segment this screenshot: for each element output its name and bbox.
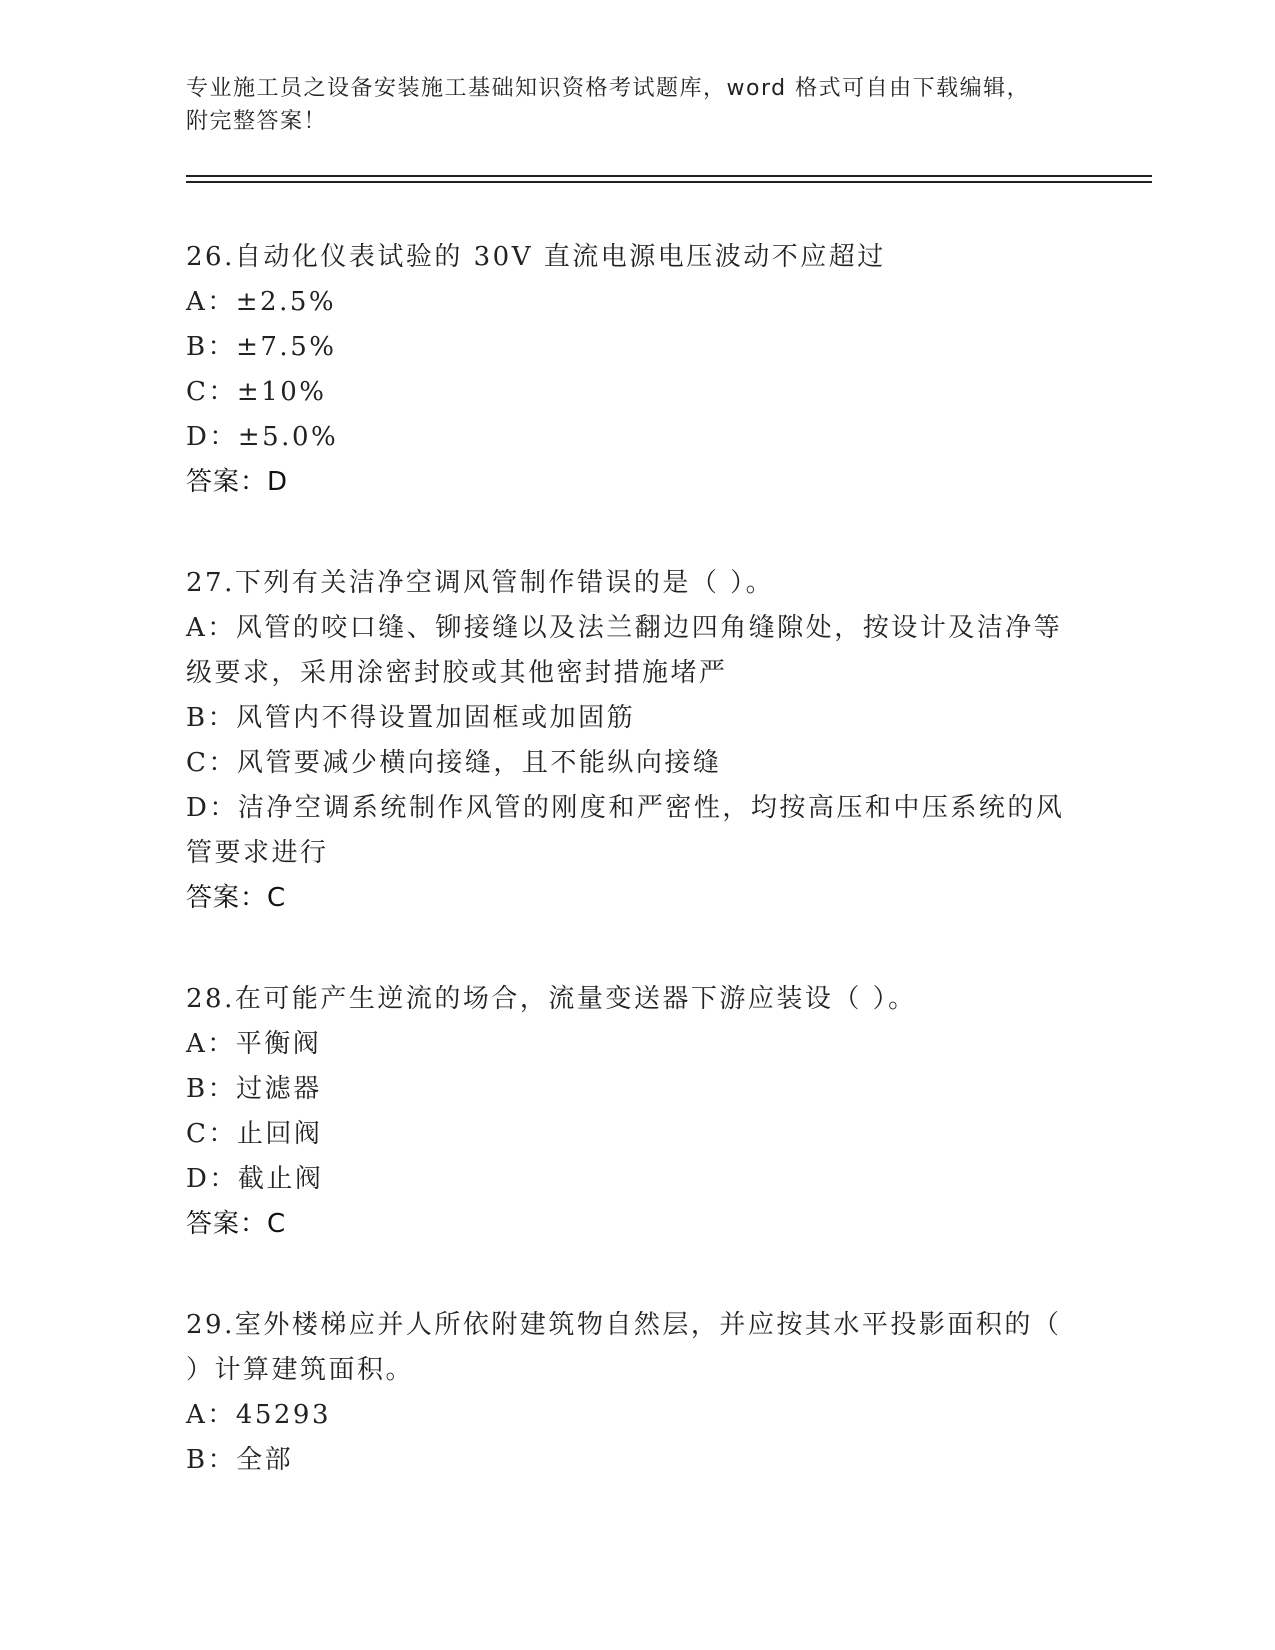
option-line: D：洁净空调系统制作风管的刚度和严密性，均按高压和中压系统的风 [186,793,1065,823]
option-line: 级要求，采用涂密封胶或其他密封措施堵严 [186,658,728,688]
question-stem-line: 29.室外楼梯应并人所依附建筑物自然层，并应按其水平投影面积的（ [186,1310,1062,1340]
question-stem-line: 28.在可能产生逆流的场合，流量变送器下游应装设（ ）。 [186,984,917,1014]
question-block [186,561,1086,921]
option-line: C：风管要减少横向接缝，且不能纵向接缝 [186,748,722,778]
option-line: D：截止阀 [186,1164,324,1194]
question-stem-line: 26.自动化仪表试验的 30V 直流电源电压波动不应超过 [186,242,886,272]
header-rule-bottom [186,181,1152,183]
option-line: B：±7.5% [186,332,337,362]
header-line-2: 附完整答案！ [186,109,328,134]
question-block [186,1303,1086,1483]
option-line: A：±2.5% [186,287,337,317]
option-line: A：风管的咬口缝、铆接缝以及法兰翻边四角缝隙处，按设计及洁净等 [186,613,1063,643]
option-line: 管要求进行 [186,838,329,868]
option-line: B：风管内不得设置加固框或加固筋 [186,703,636,733]
option-line: B：全部 [186,1445,294,1475]
answer-line: 答案：C [186,1209,287,1239]
question-stem-line: 27.下列有关洁净空调风管制作错误的是（ ）。 [186,568,775,598]
document-header [186,72,1086,138]
question-list [186,235,1086,1539]
option-line: B：过滤器 [186,1074,322,1104]
question-stem-line: ）计算建筑面积。 [186,1355,415,1385]
answer-line: 答案：C [186,883,287,913]
header-rule-top [186,175,1152,177]
option-line: A：45293 [186,1400,331,1430]
option-line: A：平衡阀 [186,1029,322,1059]
option-line: D：±5.0% [186,422,339,452]
question-block [186,977,1086,1247]
question-block [186,235,1086,505]
option-line: C：±10% [186,377,327,407]
answer-line: 答案：D [186,467,289,497]
option-line: C：止回阀 [186,1119,323,1149]
header-line-1: 专业施工员之设备安装施工基础知识资格考试题库，word 格式可自由下载编辑， [186,76,1031,101]
